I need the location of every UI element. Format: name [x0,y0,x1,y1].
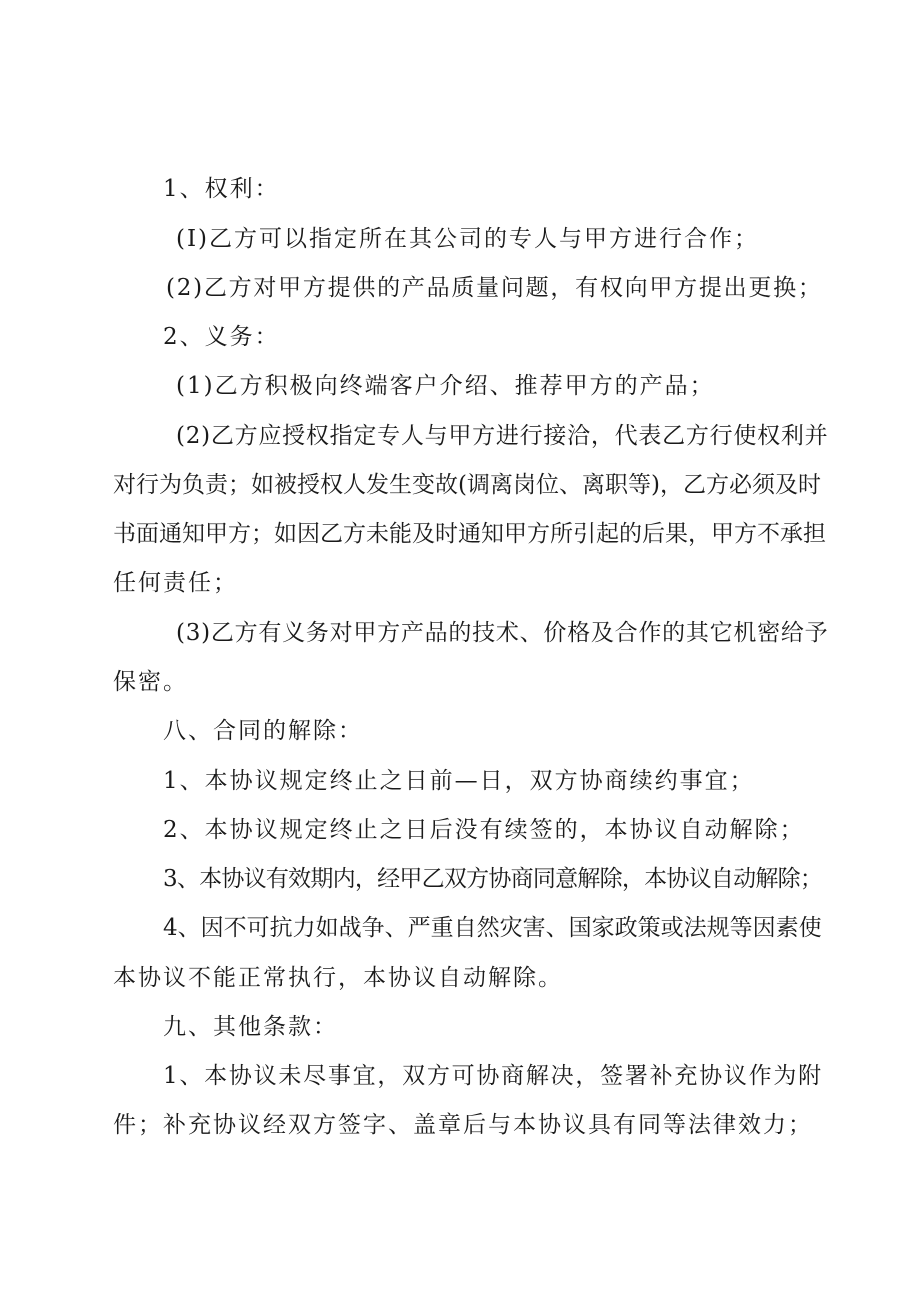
duties-heading: 2、义务： [163,324,280,350]
duty-item-3-line-2: 保密。 [113,669,188,695]
duty-item-2-line-1: (2)乙方应授权指定专人与甲方进行接洽，代表乙方行使权利并 [176,423,829,449]
termination-item-4-line-2: 本协议不能正常执行，本协议自动解除。 [113,965,563,991]
section-9-heading: 九、其他条款： [163,1014,338,1040]
termination-item-4-line-1: 4、因不可抗力如战争、严重自然灾害、国家政策或法规等因素使 [163,915,822,941]
duty-item-2-line-2: 对行为负责；如被授权人发生变故(调离岗位、离职等)，乙方必须及时 [113,472,821,498]
rights-heading: 1、权利： [163,176,280,202]
duty-item-3-line-1: (3)乙方有义务对甲方产品的技术、价格及合作的其它机密给予 [176,620,829,646]
termination-item-2: 2、本协议规定终止之日后没有续签的，本协议自动解除； [163,817,805,843]
termination-item-3: 3、本协议有效期内，经甲乙双方协商同意解除，本协议自动解除； [163,866,823,892]
right-item-2: (2)乙方对甲方提供的产品质量问题，有权向甲方提出更换； [166,275,823,301]
other-item-1-line-2: 件；补充协议经双方签字、盖章后与本协议具有同等法律效力； [113,1112,813,1138]
other-item-1-line-1: 1、本协议未尽事宜，双方可协商解决，签署补充协议作为附 [163,1063,823,1089]
termination-item-1: 1、本协议规定终止之日前—日，双方协商续约事宜； [163,768,755,794]
duty-item-1: (1)乙方积极向终端客户介绍、推荐甲方的产品； [176,373,715,399]
section-8-heading: 八、合同的解除： [163,718,363,744]
right-item-1: (I)乙方可以指定所在其公司的专人与甲方进行合作； [176,226,760,252]
duty-item-2-line-4: 任何责任； [113,570,238,596]
duty-item-2-line-3: 书面通知甲方；如因乙方未能及时通知甲方所引起的后果，甲方不承担 [113,521,826,547]
